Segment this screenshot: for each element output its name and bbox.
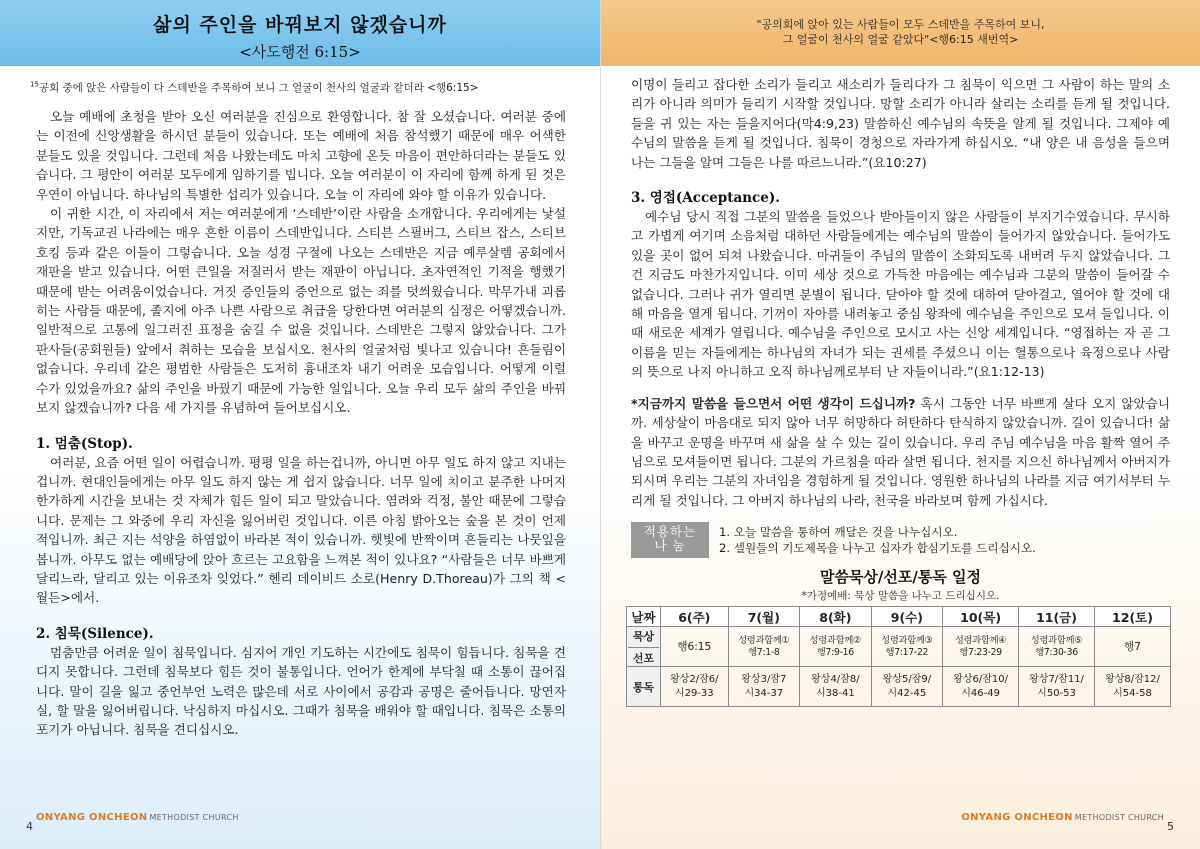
application-label-line-2: 나 눔: [654, 538, 686, 554]
meditation-label-a: 묵상: [632, 629, 655, 643]
schedule-day: 8(화): [800, 607, 872, 627]
schedule-table: [626, 606, 1171, 707]
application-label: [631, 522, 709, 558]
section-1-title: 1. 멈춤(Stop).: [36, 435, 133, 452]
sermon-header: [0, 0, 600, 66]
schedule-reading-row: [627, 667, 1171, 707]
page-number: 4: [26, 820, 33, 833]
application-box: [631, 522, 1170, 558]
schedule-cell: 행7: [1095, 627, 1171, 667]
meditation-label: [627, 627, 661, 667]
church-subtitle: METHODIST CHURCH: [1074, 813, 1164, 822]
reflection-paragraph: [631, 394, 1170, 510]
schedule-cell: 왕상6/잠10/ 시46-49: [943, 667, 1019, 707]
schedule-cell: 왕상4/잠8/ 시38-41: [800, 667, 872, 707]
sermon-reference: <사도행전 6:15>: [239, 43, 361, 61]
quote-line-1: "공의회에 앉아 있는 사람들이 모두 스데반을 주목하여 보니,: [756, 18, 1045, 31]
schedule-meditation-row: [627, 627, 1171, 667]
reading-label: 통독: [627, 667, 661, 707]
schedule-cell: 성령과함께① 행7:1-8: [728, 627, 800, 667]
schedule-day: 10(목): [943, 607, 1019, 627]
church-subtitle: METHODIST CHURCH: [149, 813, 239, 822]
section-2-title: 2. 침묵(Silence).: [36, 625, 154, 642]
schedule-cell: 성령과함께③ 행7:17-22: [871, 627, 943, 667]
schedule-cell: 성령과함께② 행7:9-16: [800, 627, 872, 667]
schedule-cell: 행6:15: [661, 627, 729, 667]
schedule-cell: 성령과함께⑤ 행7:30-36: [1019, 627, 1095, 667]
reflection-body: 혹시 그동안 너무 바쁘게 살다 오지 않았습니까. 세상살이 마음대로 되지 않아 너무 허망하다 허탄하다 탄식하지 않았습니까. 길이 있습니다! 삶을 바꾸고 운명을 바꾸며 새 삶을 살 수 있는 길이 있습니다. 우리 주님 예수님을 마음 활짝 열어 주님으로 모셔들이면 됩니다. 그분의 가르침을 따라 살면 됩니다. 천지를 지으신 하나님께서 아버지가 되시며 우리는 그분의 자녀임을 경험하게 될 것입니다. 영원한 하나님의 나라를 지금 여기서부터 누리게 될 것입니다. 그 아버지 하나님의 나라, 천국을 바라보며 함께 가십시다.: [631, 395, 1170, 508]
section-3-title: 3. 영접(Acceptance).: [631, 190, 780, 207]
schedule-note: *가정예배: 묵상 말씀을 나누고 드리십시오.: [801, 590, 1000, 603]
quote-header: [601, 0, 1200, 66]
church-footer: [961, 812, 1164, 823]
schedule-day: 12(토): [1095, 607, 1171, 627]
meditation-label-b: 선포: [628, 647, 659, 666]
right-body: [601, 75, 1200, 558]
verse-text: 공회 중에 앉은 사람들이 다 스데반을 주목하여 보니 그 얼굴이 천사의 얼굴과 같더라 <행6:15>: [38, 82, 479, 94]
church-name: ONYANG ONCHEON: [961, 812, 1073, 823]
schedule-day: 6(주): [661, 607, 729, 627]
schedule-cell: 성령과함께④ 행7:23-29: [943, 627, 1019, 667]
right-page: [600, 0, 1200, 849]
application-list: [709, 524, 1036, 556]
continuation-paragraph: 이명이 들리고 잡다한 소리가 들리고 새소리가 들리다가 그 침묵이 익으면 그 사람이 하는 말의 소리가 아니라 의미가 들리기 시작할 것입니다. 망할 소리가 아니라 살리는 소리를 듣게 될 것입니다. 들을 귀 있는 자는 들을지어다(막4:9,23) 말씀하신 예수님의 속뜻을 알게 될 것입니다. 그제야 예수님의 말씀을 듣게 될 것입니다. 침묵이 경청으로 자라가게 하십시오. “내 양은 내 음성을 들으며 나는 그들을 알며 그들은 나를 따르느니라.”(요10:27): [631, 77, 1170, 170]
schedule-day: 9(수): [871, 607, 943, 627]
schedule-cell: 왕상8/잠12/ 시54-58: [1095, 667, 1171, 707]
church-name: ONYANG ONCHEON: [36, 812, 148, 823]
verse-line: [0, 66, 600, 95]
quote-line-2: 그 얼굴이 천사의 얼굴 같았다"<행6:15 새번역>: [782, 33, 1019, 46]
schedule-corner: 날짜: [627, 607, 661, 627]
schedule-cell: 왕상2/잠6/ 시29-33: [661, 667, 729, 707]
schedule-cell: 왕상3/잠7 시34-37: [728, 667, 800, 707]
intro-paragraph-1: 오늘 예배에 초청을 받아 오신 여러분을 진심으로 환영합니다. 참 잘 오셨습니다. 여러분 중에는 이전에 신앙생활을 하시던 분들이 있습니다. 또는 예배에 처음 참석했기 때문에 매우 어색한 분들도 있을 것입니다. 그런데 처음 나왔는데도 마치 고향에 온듯 마음이 편안하더라는 분들도 있습니다. 그 평안이 여러분 모두에게 임하기를 빕니다. 오늘 여러분이 이 자리에 함께 하게 된 것은 우연이 아닙니다. 하나님의 특별한 섭리가 있습니다. 오늘 이 자리에 와야 할 이유가 있습니다.: [36, 109, 566, 202]
schedule-cell: 왕상5/잠9/ 시42-45: [871, 667, 943, 707]
section-2-body: 멈춤만큼 어려운 일이 침묵입니다. 심지어 개인 기도하는 시간에도 침묵이 힘듭니다. 침묵을 견디지 못합니다. 그런데 침묵보다 힘든 것이 불통입니다. 언어가 한계에 부닥칠 때 소통이 끊어집니다. 말이 길을 잃고 중언부언 노력은 많은데 서로 사이에서 공감과 공명은 줄어듭니다. 망연자실, 할 말을 잃어버립니다. 낙심하지 마십시오. 그때가 침묵을 배워야 할 때입니다. 침묵은 소통의 포기가 아닙니다. 침묵을 견디십시오.: [36, 644, 566, 738]
application-item: 1. 오늘 말씀을 통하여 깨달은 것을 나누십시오.: [719, 525, 958, 540]
page-number: 5: [1167, 820, 1174, 833]
schedule-day: 7(월): [728, 607, 800, 627]
left-body: [0, 107, 600, 740]
section-3-body: 예수님 당시 직접 그분의 말씀을 들었으나 받아들이지 않은 사람들이 부지기수였습니다. 무시하고 가볍게 여기며 소음처럼 대하던 사람들에게는 예수님의 말씀이 들어가지 않았습니다. 들어가도 있을 곳이 없어 되쳐 나왔습니다. 마귀들이 주님의 말씀이 소화되도록 내버려 두지 않았습니다. 그건 지금도 마찬가지입니다. 이미 세상 것으로 가득찬 마음에는 예수님과 그분의 말씀이 들어갈 수 없습니다. 그러나 귀가 열리면 분별이 됩니다. 닫아야 할 것에 대하여 닫아걸고, 열어야 할 것에 대해 마음을 열게 됩니다. 기꺼이 자아를 내려놓고 중심 왕좌에 예수님을 주인으로 모셔 들입니다. 이때 새로운 세계가 열립니다. 예수님을 주인으로 모시고 사는 신앙 세계입니다. “영접하는 자 곧 그 이름을 믿는 자들에게는 하나님의 자녀가 되는 권세를 주셨으니 이는 혈통으로나 육정으로나 사람의 뜻으로 나지 아니하고 오직 하나님께로부터 난 자들이니라.”(요1:12-13): [631, 209, 1170, 380]
sermon-title: 삶의 주인을 바꿔보지 않겠습니까: [153, 14, 447, 36]
schedule-header-row: [627, 607, 1171, 627]
application-label-line-1: 적용하는: [643, 524, 697, 540]
application-item: 2. 셀원들의 기도제목을 나누고 십자가 합심기도를 드리십시오.: [719, 541, 1036, 556]
schedule-day: 11(금): [1019, 607, 1095, 627]
section-1-body: 여러분, 요즘 어떤 일이 어렵습니까. 평평 일을 하는겁니까, 아니면 아무 일도 하지 않고 지내는 겁니까. 현대인들에게는 아무 일도 하지 않는 게 쉽지 않습니다. 너무 일에 치이고 분주한 나머지 한가하게 시간을 보내는 것 자체가 힘든 일이 되고 말았습니다. 염려와 걱정, 불안 때문에 그렇습니다. 문제는 그 와중에 우리 자신을 잃어버린 것입니다. 이른 아침 밝아오는 숲을 본 것이 언제 적입니까. 최근 지는 석양을 하염없이 바라본 적이 있습니까. 햇빛에 반짝이며 흔들리는 나뭇잎을 봅니까. 아무도 없는 예배당에 앉아 흐르는 고요함을 느껴본 적이 있나요? “사람들은 너무 바쁘게 달리느라, 달리고 있는 이유조차 잊었다.” 헨리 데이비드 소로(Henry D.Thoreau)가 그의 책 <월든>에서.: [36, 454, 566, 606]
reflection-question: *지금까지 말씀을 들으면서 어떤 생각이 드십니까?: [631, 395, 916, 411]
church-footer: [36, 812, 239, 823]
verse-number: 15: [30, 80, 39, 89]
schedule-cell: 왕상7/잠11/ 시50-53: [1019, 667, 1095, 707]
schedule-title: 말씀묵상/선포/통독 일정: [819, 568, 982, 587]
intro-paragraph-2: 이 귀한 시간, 이 자리에서 저는 여러분에게 ‘스데반’이란 사람을 소개합니다. 우리에게는 낯설지만, 기독교권 나라에는 매우 흔한 이름이 스데반입니다. 스티븐 스필버그, 스티브 잡스, 스티브 호킹 등과 같은 이들이 그렇습니다. 오늘 성경 구절에 나오는 스데반은 지금 예루살렘 공회에서 재판을 받고 있습니다. 어떤 큰일을 저질러서 받는 재판이 아닙니다. 초자연적인 기적을 행했기 때문에 받는 어려움이었습니다. 거짓 증인들의 증언으로 없는 죄를 덧씌웠습니다. 막무가내 괴롭히는 사람들 때문에, 졸지에 아주 나쁜 사람으로 취급을 당한다면 여러분의 심정은 어떻겠습니까. 일반적으로 고통에 일그러진 표정을 숨길 수 없을 것입니다. 스데반은 그렇지 않았습니다. 그가 판사들(공회원들) 앞에서 취하는 모습을 보십시오. 천사의 얼굴처럼 빛나고 있습니다! 흔들림이 없습니다. 우리네 같은 평범한 사람들은 도저히 흉내조차 내기 어려운 모습입니다. 어떻게 이럴 수가 있었을까요? 삶의 주인을 바꿨기 때문에 가능한 일입니다. 오늘 우리 모두 삶의 주인을 바꿔보지 않겠습니까? 다음 세 가지를 유념하여 들어보십시오.: [36, 206, 566, 416]
